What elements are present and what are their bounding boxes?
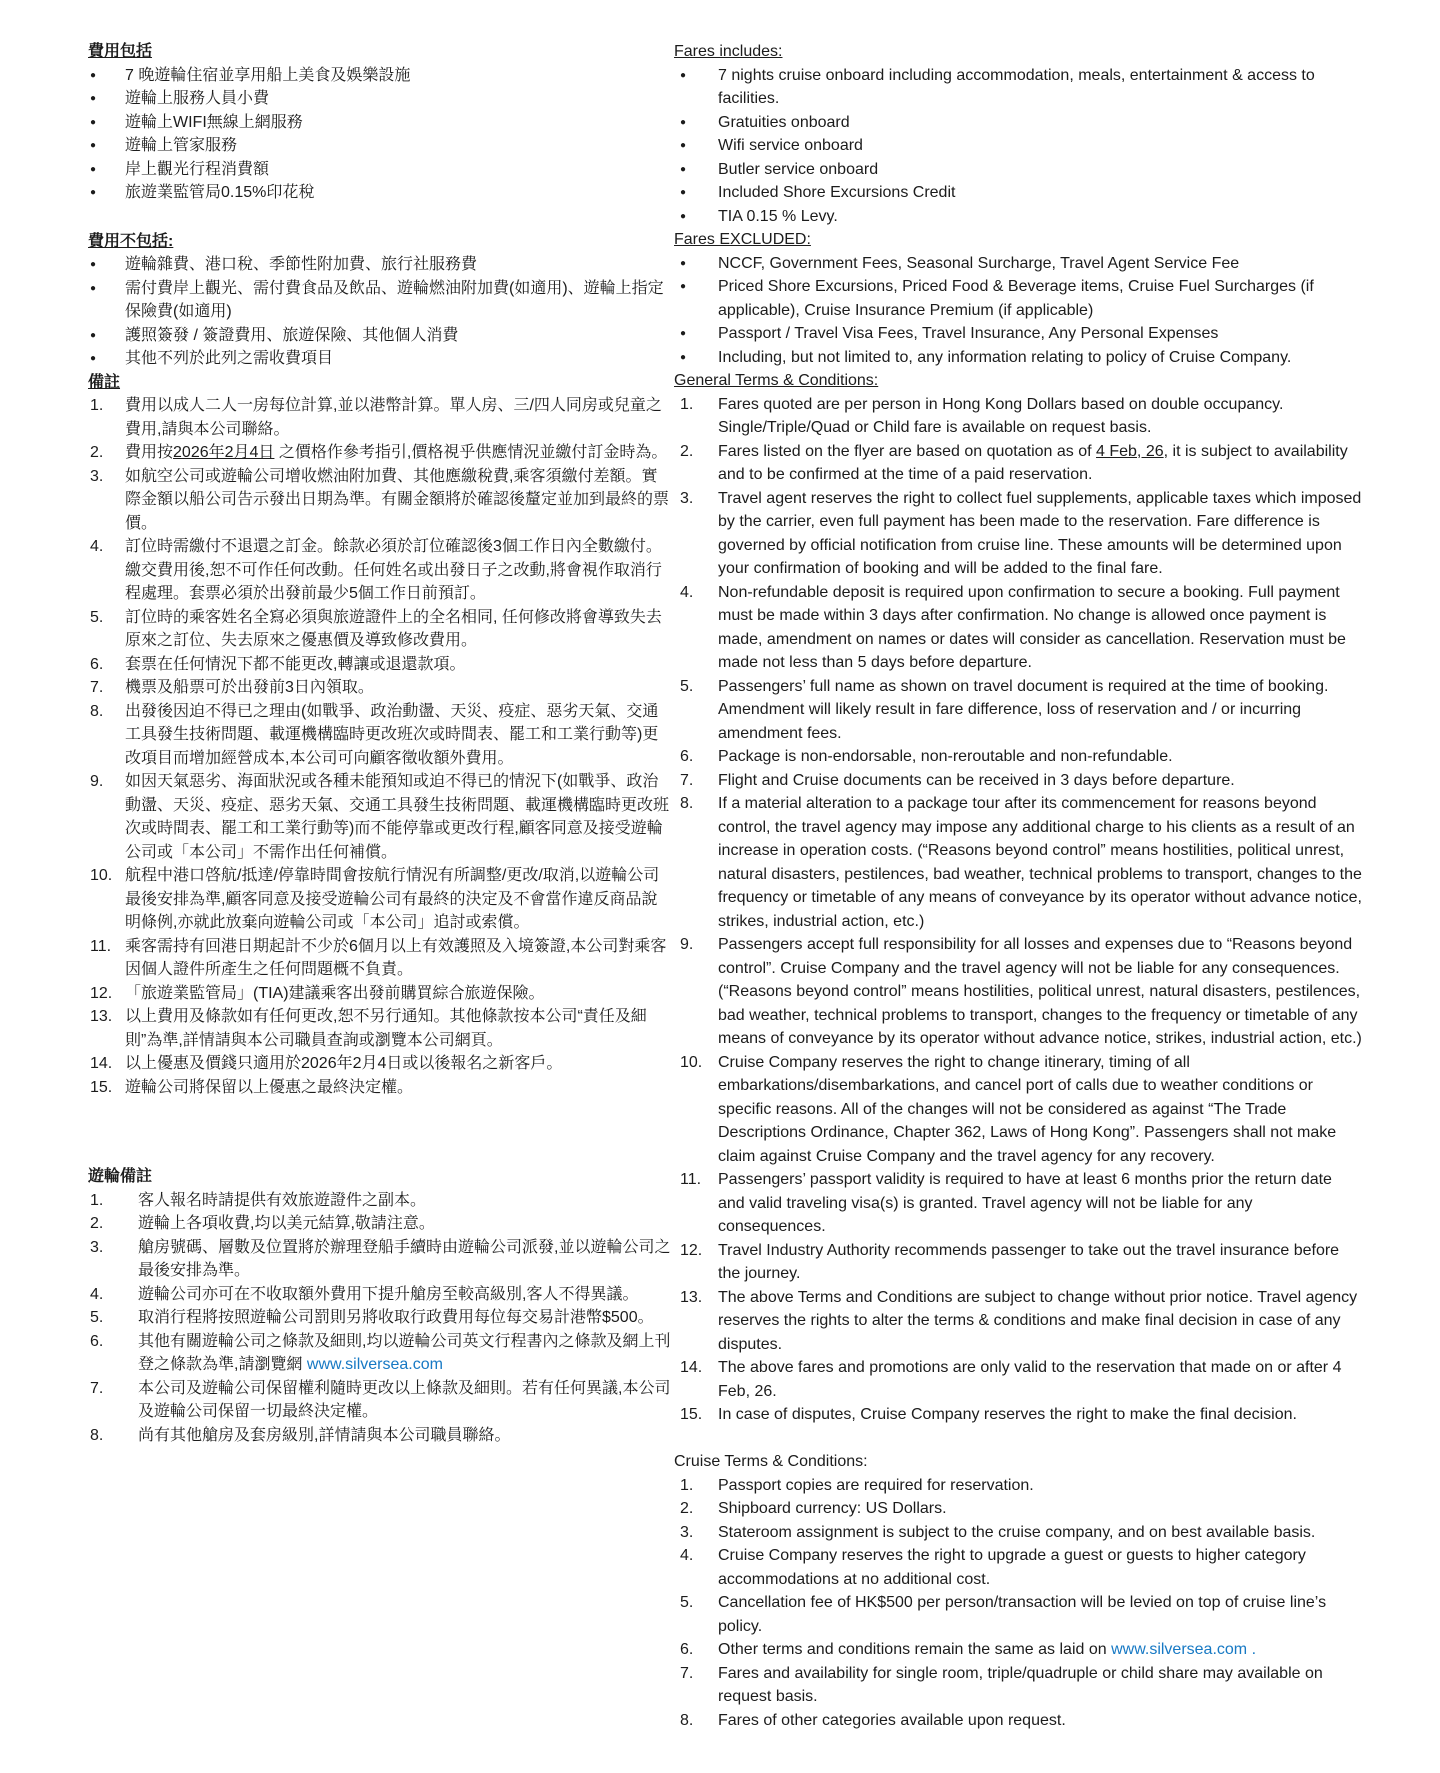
list-item-text: Travel Industry Authority recommends passenger to take out the travel insurance before the journey. xyxy=(718,1241,1340,1282)
list-item xyxy=(674,675,1362,746)
list-item xyxy=(674,1662,1362,1709)
list-item-text: Passport / Travel Visa Fees, Travel Insurance, Any Personal Expenses xyxy=(718,325,1219,342)
list-item-text: Priced Shore Excursions, Priced Food & Beverage items, Cruise Fuel Surcharges (if applicable), Cruise Insurance Premium (if applicable) xyxy=(718,278,1314,319)
section-fees-included-zh xyxy=(88,40,672,205)
list-item-text: Fares listed on the flyer are based on quotation as of 4 Feb, 26, it is subject to availability and to be confirmed at the time of a paid reservation. xyxy=(718,442,1348,483)
list-item xyxy=(88,111,672,135)
item-number: 1. xyxy=(680,395,694,413)
item-number: 6. xyxy=(680,1641,694,1658)
list-item xyxy=(674,1638,1362,1662)
list-item xyxy=(674,393,1362,440)
chinese-terms-column xyxy=(88,40,672,1732)
remarks-zh-list xyxy=(88,394,672,1099)
list-item-text: 如航空公司或遊輪公司增收燃油附加費、其他應繳稅費,乘客須繳付差額。實際金額以船公司告示發出日期為準。有關金額將於確認後釐定並加到最終的票價。 xyxy=(125,467,670,532)
english-terms-column xyxy=(674,40,1362,1732)
item-number: 5. xyxy=(90,608,104,626)
bullet-icon: ● xyxy=(680,116,687,128)
underlined-text: 4 Feb, 26 xyxy=(1096,442,1164,460)
item-number: 5. xyxy=(680,677,694,695)
bullet-icon: ● xyxy=(90,69,97,81)
list-item xyxy=(88,535,672,606)
list-item xyxy=(88,465,672,536)
list-item xyxy=(674,275,1362,322)
bullet-icon: ● xyxy=(90,93,97,104)
fees-included-zh-list xyxy=(88,64,672,205)
item-number: 11. xyxy=(90,937,112,955)
item-number: 15. xyxy=(90,1078,113,1096)
bullet-icon: ● xyxy=(680,210,687,222)
fares-excluded-title: Fares EXCLUDED: xyxy=(674,231,811,248)
list-item-text: 機票及船票可於出發前3日內領取。 xyxy=(125,679,374,696)
list-item-text: TIA 0.15 % Levy. xyxy=(718,207,838,225)
item-number: 3. xyxy=(680,1523,694,1541)
list-item-text: 本公司及遊輪公司保留權利隨時更改以上條款及細則。若有任何異議,本公司及遊輪公司保留一切最終決定權。 xyxy=(138,1379,671,1420)
list-item xyxy=(88,1236,672,1283)
list-item-text: If a material alteration to a package tour after its commencement for reasons beyond control, the travel agency may impose any additional charge to his clients as a result of an increase in operation costs. (“Reasons beyond control” means hostilities, political unrest, natural disasters, pestilences, bad weather, technical problems to transport, changes to the frequency or timetable of any means of conveyance by its operator without advance notice, strikes, industrial action, etc.) xyxy=(718,795,1362,930)
item-number: 11. xyxy=(680,1171,702,1188)
item-number: 2. xyxy=(680,1500,694,1517)
list-item-text: Included Shore Excursions Credit xyxy=(718,184,956,201)
item-number: 9. xyxy=(90,773,104,790)
list-item-text: 遊輪公司亦可在不收取額外費用下提升艙房至較高級別,客人不得異議。 xyxy=(138,1285,639,1303)
list-item xyxy=(88,653,672,677)
list-item xyxy=(88,87,672,111)
list-item xyxy=(88,134,672,158)
bullet-icon: ● xyxy=(90,140,97,151)
list-item-text: In case of disputes, Cruise Company reserves the right to make the final decision. xyxy=(718,1406,1297,1423)
silversea-link[interactable]: www.silversea.com xyxy=(306,1356,443,1373)
list-item-text: 7 nights cruise onboard including accommodation, meals, entertainment & access to facilities. xyxy=(718,66,1315,107)
bullet-icon: ● xyxy=(90,353,97,364)
list-item xyxy=(674,322,1362,346)
list-item xyxy=(674,64,1362,111)
list-item xyxy=(674,1286,1362,1357)
list-item xyxy=(88,1330,672,1377)
list-item xyxy=(88,982,672,1006)
list-item xyxy=(674,933,1362,1051)
list-item-text: Shipboard currency: US Dollars. xyxy=(718,1500,947,1517)
list-item-text: Travel agent reserves the right to collect fuel supplements, applicable taxes which imposed by the carrier, even full payment has been made to the reservation. Fare difference is governed by official notification from cruise line. These amounts will be determined upon your confirmation of booking and will be added to the final fare. xyxy=(718,489,1362,577)
bullet-icon: ● xyxy=(90,282,97,294)
section-cruise-remarks-zh xyxy=(88,1165,672,1447)
item-number: 7. xyxy=(90,1379,104,1397)
list-item-text: The above fares and promotions are only valid to the reservation that made on or after 4 Feb, 26. xyxy=(718,1359,1342,1400)
item-number: 8. xyxy=(680,795,694,812)
fares-includes-title: Fares includes: xyxy=(674,43,783,60)
list-item xyxy=(88,441,672,465)
list-item-text: Stateroom assignment is subject to the cruise company, and on best available basis. xyxy=(718,1523,1316,1541)
cruise-remarks-zh-title: 遊輪備註 xyxy=(88,1168,153,1185)
bullet-icon: ● xyxy=(680,257,687,269)
list-item xyxy=(674,1403,1362,1427)
list-item xyxy=(674,1709,1362,1733)
list-item-text: Butler service onboard xyxy=(718,160,879,178)
list-item xyxy=(674,581,1362,675)
item-number: 7. xyxy=(680,771,694,789)
fares-includes-list xyxy=(674,64,1362,229)
fees-included-zh-title: 費用包括 xyxy=(88,43,153,60)
section-fares-includes-en xyxy=(674,40,1362,228)
item-number: 4. xyxy=(680,583,694,601)
list-item xyxy=(674,440,1362,487)
item-number: 3. xyxy=(680,489,694,507)
list-item xyxy=(674,1544,1362,1591)
list-item xyxy=(674,1051,1362,1169)
list-item-text: Passengers accept full responsibility for all losses and expenses due to “Reasons beyond control”. Cruise Company and the travel agency will not be liable for any consequences. (“Reasons beyond control” means hostilities, political unrest, natural disasters, pestilences, bad weather, technical problems to transport, changes to the frequency or timetable of any means of conveyance by its operator without advance notice, strikes, industrial action, etc.) xyxy=(718,936,1362,1047)
item-number: 4. xyxy=(90,1285,104,1303)
list-item-text: 7 晚遊輪住宿並享用船上美食及娛樂設施 xyxy=(125,66,411,84)
section-fees-excluded-zh xyxy=(88,230,672,371)
list-item-text: Fares quoted are per person in Hong Kong Dollars based on double occupancy. Single/Triple/Quad or Child fare is available on request basis. xyxy=(718,395,1284,436)
list-item xyxy=(88,770,672,864)
item-number: 7. xyxy=(680,1664,694,1682)
list-item xyxy=(88,700,672,771)
list-item-text: Flight and Cruise documents can be received in 3 days before departure. xyxy=(718,771,1235,789)
list-item-text: 費用按2026年2月4日 之價格作參考指引,價格視乎供應情況並繳付訂金時為。 xyxy=(125,444,668,461)
item-number: 10. xyxy=(90,867,113,884)
vertical-spacer xyxy=(674,1427,1362,1451)
bullet-icon: ● xyxy=(90,116,97,128)
item-number: 12. xyxy=(90,984,113,1002)
list-item xyxy=(88,158,672,182)
list-item xyxy=(674,252,1362,276)
list-item-text: 其他不列於此列之需收費項目 xyxy=(125,350,334,367)
list-item xyxy=(674,111,1362,135)
list-item xyxy=(88,1377,672,1424)
list-item xyxy=(88,1189,672,1213)
list-item xyxy=(88,1052,672,1076)
fees-excluded-zh-title: 費用不包括: xyxy=(88,232,174,250)
list-item xyxy=(674,158,1362,182)
list-item-text: 取消行程將按照遊輪公司罰則另將收取行政費用每位每交易計港幣$500。 xyxy=(138,1309,654,1326)
list-item xyxy=(88,676,672,700)
list-item-text: Package is non-endorsable, non-reroutable and non-refundable. xyxy=(718,748,1173,765)
vertical-spacer xyxy=(88,205,672,230)
item-number: 6. xyxy=(90,1332,104,1350)
list-item-text: Gratuities onboard xyxy=(718,113,850,131)
list-item-text: 乘客需持有回港日期起計不少於6個月以上有效護照及入境簽證,本公司對乘客因個人證件所產生之任何問題概不負責。 xyxy=(125,937,667,978)
list-item xyxy=(88,1005,672,1052)
list-item xyxy=(88,1076,672,1100)
item-number: 5. xyxy=(680,1594,694,1611)
list-item xyxy=(88,1283,672,1307)
list-item xyxy=(88,277,672,324)
bullet-icon: ● xyxy=(680,281,687,292)
item-number: 12. xyxy=(680,1241,703,1259)
bullet-icon: ● xyxy=(680,351,687,363)
list-item-text: 遊輪公司將保留以上優惠之最終決定權。 xyxy=(125,1078,414,1096)
item-number: 10. xyxy=(680,1053,703,1071)
list-item-text: 費用以成人二人一房每位計算,並以港幣計算。單人房、三/四人同房或兒童之費用,請與本公司聯絡。 xyxy=(125,397,662,438)
list-item-text: 遊輪上各項收費,均以美元結算,敬請注意。 xyxy=(138,1215,435,1232)
list-item-text: 遊輪上WIFI無線上網服務 xyxy=(125,113,303,131)
list-item-text: Non-refundable deposit is required upon confirmation to secure a booking. Full payment must be made within 3 days after confirmation. No change is allowed once payment is made, amendment on names or dates will consider as cancellation. Reservation must be made not less than 5 days before departure. xyxy=(718,583,1346,671)
list-item-text: 訂位時的乘客姓名全寫必須與旅遊證件上的全名相同, 任何修改將會導致失去原來之訂位、失去原來之優惠價及導致修改費用。 xyxy=(125,608,662,649)
bullet-icon: ● xyxy=(90,163,97,175)
list-item-text: Cruise Company reserves the right to upgrade a guest or guests to higher category accommodations at no additional cost. xyxy=(718,1547,1306,1588)
list-item-text: Wifi service onboard xyxy=(718,137,863,154)
list-item xyxy=(674,792,1362,933)
item-number: 13. xyxy=(680,1288,703,1306)
list-item xyxy=(674,745,1362,769)
list-item-text: 訂位時需繳付不退還之訂金。餘款必須於訂位確認後3個工作日內全數繳付。繳交費用後,恕不可作任何改動。任何姓名或出發日子之改動,將會視作取消行程處理。套票必須於出發前最少5個工作日前預訂。 xyxy=(125,538,662,602)
bullet-icon: ● xyxy=(680,187,687,198)
item-number: 2. xyxy=(90,1215,104,1232)
list-item-text: 套票在任何情況下都不能更改,轉讓或退還款項。 xyxy=(125,655,466,673)
cruise-terms-title: Cruise Terms & Conditions: xyxy=(674,1453,868,1470)
list-item-text: Other terms and conditions remain the same as laid on www.silversea.com . xyxy=(718,1641,1257,1658)
list-item xyxy=(674,1497,1362,1521)
list-item xyxy=(88,64,672,88)
list-item xyxy=(88,324,672,348)
bullet-icon: ● xyxy=(90,187,97,198)
list-item xyxy=(674,1521,1362,1545)
list-item-text: 其他有關遊輪公司之條款及細則,均以遊輪公司英文行程書內之條款及網上刊登之條款為準,請瀏覽網 www.silversea.com xyxy=(138,1332,671,1373)
fares-excluded-list xyxy=(674,252,1362,370)
list-item-text: 以上優惠及價錢只適用於2026年2月4日或以後報名之新客戶。 xyxy=(125,1055,563,1072)
list-item xyxy=(88,181,672,205)
list-item-text: 需付費岸上觀光、需付費食品及飲品、遊輪燃油附加費(如適用)、遊輪上指定保險費(如適用) xyxy=(125,279,664,320)
vertical-spacer xyxy=(88,1099,672,1165)
remarks-zh-title: 備註 xyxy=(88,373,121,391)
list-item-text: Fares and availability for single room, triple/quadruple or child share may available on request basis. xyxy=(718,1664,1323,1705)
item-number: 2. xyxy=(680,442,694,460)
bullet-icon: ● xyxy=(680,69,687,81)
item-number: 8. xyxy=(680,1711,694,1729)
list-item xyxy=(88,1424,672,1448)
item-number: 1. xyxy=(680,1476,694,1494)
list-item-text: 岸上觀光行程消費額 xyxy=(125,160,270,178)
bullet-icon: ● xyxy=(680,140,687,151)
list-item-text: 航程中港口啓航/抵達/停靠時間會按航行情況有所調整/更改/取消,以遊輪公司最後安排為準,顧客同意及接受遊輪公司有最終的決定及不會當作違反商品說明條例,亦就此放棄向遊輪公司或「本公司」追討或索償。 xyxy=(125,867,660,931)
item-number: 2. xyxy=(90,444,104,461)
list-item xyxy=(674,1356,1362,1403)
item-number: 3. xyxy=(90,1238,104,1256)
item-number: 8. xyxy=(90,1426,104,1444)
list-item xyxy=(674,205,1362,229)
cruise-remarks-zh-list xyxy=(88,1189,672,1448)
list-item xyxy=(674,487,1362,581)
item-number: 14. xyxy=(680,1359,703,1376)
list-item-text: NCCF, Government Fees, Seasonal Surcharge, Travel Agent Service Fee xyxy=(718,254,1240,272)
list-item-text: 出發後因迫不得已之理由(如戰爭、政治動盪、天災、疫症、惡劣天氣、交通工具發生技術問題、載運機構臨時更改班次或時間表、罷工和工業行動等)更改項目而增加經營成本,本公司可向顧客徵收額外費用。 xyxy=(125,702,659,767)
list-item-text: 艙房號碼、層數及位置將於辦理登船手續時由遊輪公司派發,並以遊輪公司之最後安排為準。 xyxy=(138,1238,671,1279)
section-remarks-zh xyxy=(88,371,672,1100)
bullet-icon: ● xyxy=(90,329,97,341)
item-number: 13. xyxy=(90,1008,113,1025)
list-item-text: Passengers’ full name as shown on travel document is required at the time of booking. Amendment will likely result in fare difference, loss of reservation and / or incurring amendment fees. xyxy=(718,677,1329,742)
item-number: 3. xyxy=(90,467,104,485)
list-item-text: 遊輪雜費、港口稅、季節性附加費、旅行社服務費 xyxy=(125,256,478,273)
item-number: 1. xyxy=(90,397,104,414)
list-item xyxy=(674,346,1362,370)
item-number: 4. xyxy=(680,1547,694,1564)
bullet-icon: ● xyxy=(680,328,687,339)
item-number: 8. xyxy=(90,702,104,720)
list-item-text: 以上費用及條款如有任何更改,恕不另行通知。其他條款按本公司“責任及細則”為準,詳情請與本公司職員查詢或瀏覽本公司網頁。 xyxy=(125,1008,647,1049)
general-terms-title: General Terms & Conditions: xyxy=(674,372,879,389)
item-number: 4. xyxy=(90,538,104,555)
silversea-link[interactable]: www.silversea.com . xyxy=(1111,1641,1257,1658)
list-item-text: Cruise Company reserves the right to change itinerary, timing of all embarkations/disembarkations, and cancel port of calls due to weather conditions or specific reasons. All of the changes will not be considered as against “The Trade Descriptions Ordinance, Chapter 362, Laws of Hong Kong”. Passengers shall not make claim against Cruise Company and the travel agency for any recovery. xyxy=(718,1053,1337,1165)
list-item xyxy=(88,864,672,935)
list-item-text: 遊輪上管家服務 xyxy=(125,137,238,154)
item-number: 14. xyxy=(90,1055,113,1072)
list-item-text: 旅遊業監管局0.15%印花稅 xyxy=(125,184,315,201)
list-item xyxy=(674,1168,1362,1239)
underlined-text: 2026年2月4日 xyxy=(173,444,275,461)
list-item-text: Cancellation fee of HK$500 per person/transaction will be levied on top of cruise line’s policy. xyxy=(718,1594,1327,1635)
list-item-text: 遊輪上服務人員小費 xyxy=(125,90,270,107)
list-item-text: 護照簽發 / 簽證費用、旅遊保險、其他個人消費 xyxy=(125,326,459,344)
section-cruise-terms-en xyxy=(674,1450,1362,1732)
list-item xyxy=(88,1306,672,1330)
list-item-text: 「旅遊業監管局」(TIA)建議乘客出發前購買綜合旅遊保險。 xyxy=(125,984,545,1002)
list-item xyxy=(88,253,672,277)
section-fares-excluded-en xyxy=(674,228,1362,369)
bullet-icon: ● xyxy=(90,259,97,270)
item-number: 15. xyxy=(680,1406,703,1423)
item-number: 5. xyxy=(90,1309,104,1326)
bullet-icon: ● xyxy=(680,163,687,175)
list-item-text: The above Terms and Conditions are subject to change without prior notice. Travel agency reserves the rights to alter the terms & conditions and make final decision in case of any disputes. xyxy=(718,1288,1358,1353)
list-item-text: Passport copies are required for reservation. xyxy=(718,1476,1034,1494)
list-item xyxy=(674,769,1362,793)
item-number: 7. xyxy=(90,679,104,696)
item-number: 6. xyxy=(90,655,104,673)
list-item xyxy=(674,134,1362,158)
list-item-text: 尚有其他艙房及套房級別,詳情請與本公司職員聯絡。 xyxy=(138,1426,511,1444)
list-item-text: Passengers’ passport validity is required to have at least 6 months prior the return date and valid traveling visa(s) is granted. Travel agency will not be liable for any consequences. xyxy=(718,1171,1332,1235)
section-general-terms-en xyxy=(674,369,1362,1427)
list-item-text: 客人報名時請提供有效旅遊證件之副本。 xyxy=(138,1191,427,1209)
list-item xyxy=(674,1591,1362,1638)
item-number: 9. xyxy=(680,936,694,953)
list-item-text: 如因天氣惡劣、海面狀況或各種未能預知或迫不得已的情況下(如戰爭、政治動盪、天災、疫症、惡劣天氣、交通工具發生技術問題、載運機構臨時更改班次或時間表、罷工和工業行動等)而不能停靠或更改行程,顧客同意及接受遊輪公司或「本公司」不需作出任何補償。 xyxy=(125,773,670,861)
general-terms-list xyxy=(674,393,1362,1427)
list-item xyxy=(88,394,672,441)
list-item xyxy=(88,1212,672,1236)
list-item xyxy=(88,935,672,982)
list-item xyxy=(88,606,672,653)
list-item xyxy=(674,1239,1362,1286)
cruise-terms-list xyxy=(674,1474,1362,1733)
item-number: 6. xyxy=(680,748,694,765)
list-item xyxy=(674,1474,1362,1498)
item-number: 1. xyxy=(90,1191,104,1209)
list-item-text: Including, but not limited to, any information relating to policy of Cruise Company. xyxy=(718,348,1292,366)
fees-excluded-zh-list xyxy=(88,253,672,371)
list-item xyxy=(674,181,1362,205)
list-item-text: Fares of other categories available upon request. xyxy=(718,1711,1066,1729)
list-item xyxy=(88,347,672,371)
